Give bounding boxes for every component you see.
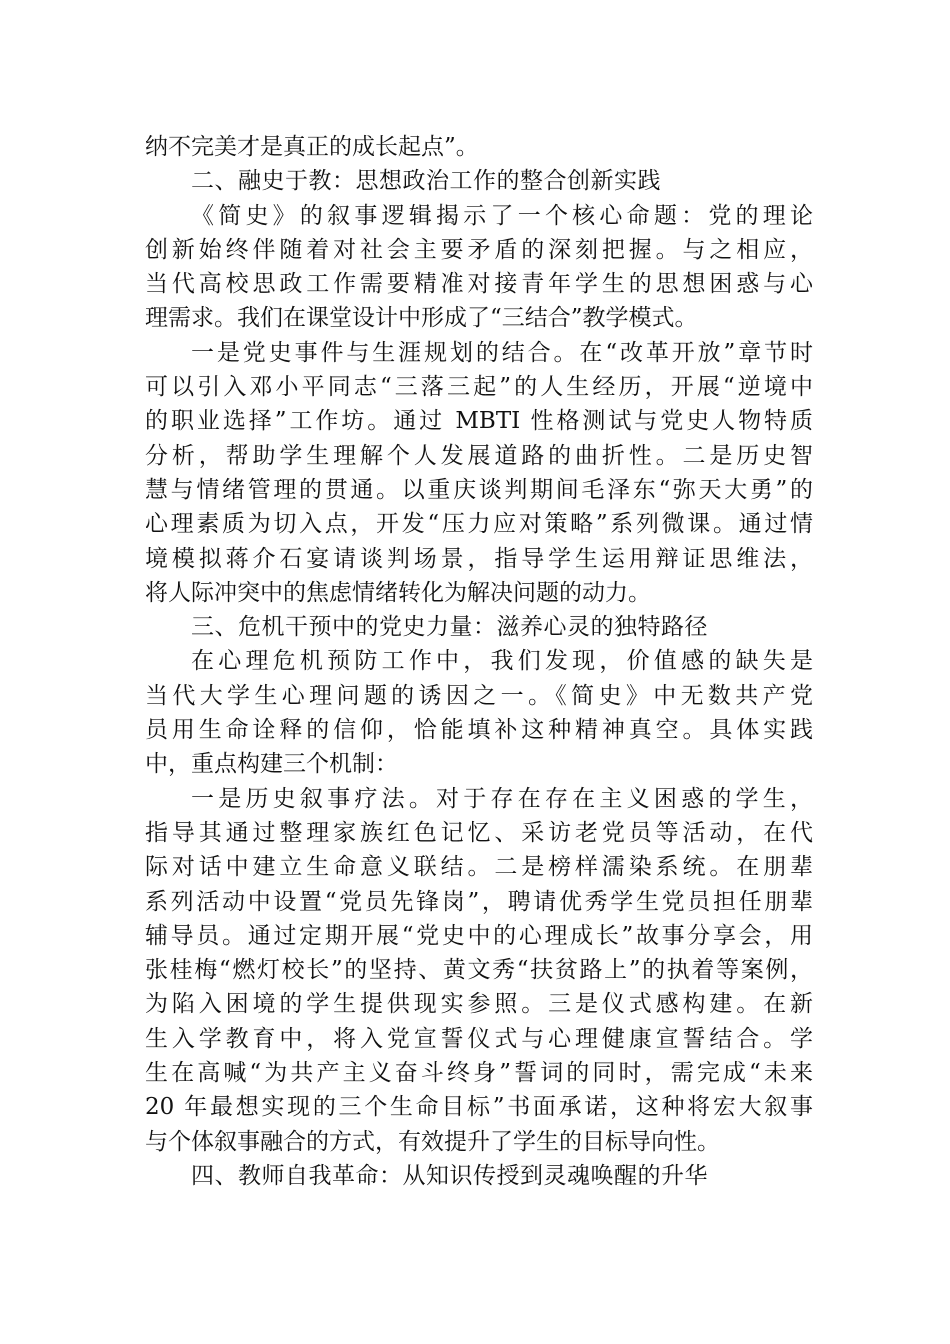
text-line: 生在高喊“为共产主义奋斗终身”誓词的同时，需完成“未来: [145, 1060, 813, 1087]
body-paragraph: [145, 782, 813, 1159]
text-line: 为陷入困境的学生提供现实参照。三是仪式感构建。在新: [145, 991, 813, 1018]
body-paragraph: [145, 644, 813, 781]
text-line: 与个体叙事融合的方式，有效提升了学生的目标导向性。: [145, 1128, 720, 1155]
text-line: 系列活动中设置“党员先锋岗”，聘请优秀学生党员担任朋辈: [145, 888, 813, 915]
text-line: 创新始终伴随着对社会主要矛盾的深刻把握。与之相应，: [145, 236, 813, 263]
text-line: 当代大学生心理问题的诱因之一。《简史》中无数共产党: [145, 682, 813, 709]
text-line: 的职业选择”工作坊。通过 MBTI 性格测试与党史人物特质: [145, 408, 813, 435]
text-line: 一是历史叙事疗法。对于存在存在主义困惑的学生，: [191, 785, 813, 812]
section-heading-2: [145, 164, 813, 198]
heading-text: 四、教师自我革命：从知识传授到灵魂唤醒的升华: [191, 1162, 708, 1189]
text-line: 指导其通过整理家族红色记忆、采访老党员等活动，在代: [145, 819, 813, 846]
text-line: 20 年最想实现的三个生命目标”书面承诺，这种将宏大叙事: [145, 1094, 813, 1121]
section-heading-4: [145, 1159, 813, 1193]
text-line: 分析，帮助学生理解个人发展道路的曲折性。二是历史智: [145, 442, 813, 469]
paragraph-continuation: [145, 130, 813, 164]
text-line: 理需求。我们在课堂设计中形成了“三结合”教学模式。: [145, 305, 698, 332]
text-line: 生入学教育中，将入党宣誓仪式与心理健康宣誓结合。学: [145, 1025, 813, 1052]
text-line: 《简史》的叙事逻辑揭示了一个核心命题：党的理论: [191, 202, 813, 229]
text-line: 一是党史事件与生涯规划的结合。在“改革开放”章节时: [191, 339, 813, 366]
section-heading-3: [145, 610, 813, 644]
text-line: 辅导员。通过定期开展“党史中的心理成长”故事分享会，用: [145, 922, 813, 949]
document-body: [145, 130, 813, 1193]
text-line: 境模拟蒋介石宴请谈判场景，指导学生运用辩证思维法，: [145, 545, 813, 572]
heading-text: 二、融史于教：思想政治工作的整合创新实践: [191, 168, 661, 195]
text-line: 纳不完美才是真正的成长起点”。: [145, 134, 479, 160]
text-line: 中，重点构建三个机制：: [145, 751, 398, 778]
text-line: 张桂梅“燃灯校长”的坚持、黄文秀“扶贫路上”的执着等案例，: [145, 957, 813, 984]
text-line: 慧与情绪管理的贯通。以重庆谈判期间毛泽东“弥天大勇”的: [145, 476, 813, 503]
text-line: 员用生命诠释的信仰，恰能填补这种精神真空。具体实践: [145, 717, 813, 744]
text-line: 心理素质为切入点，开发“压力应对策略”系列微课。通过情: [145, 511, 813, 538]
text-line: 将人际冲突中的焦虑情绪转化为解决问题的动力。: [145, 579, 651, 606]
body-paragraph: [145, 336, 813, 610]
text-line: 在心理危机预防工作中，我们发现，价值感的缺失是: [191, 648, 813, 675]
text-line: 当代高校思政工作需要精准对接青年学生的思想困惑与心: [145, 271, 813, 298]
text-line: 际对话中建立生命意义联结。二是榜样濡染系统。在朋辈: [145, 854, 813, 881]
heading-text: 三、危机干预中的党史力量：滋养心灵的独特路径: [191, 614, 708, 641]
body-paragraph: [145, 199, 813, 336]
text-line: 可以引入邓小平同志“三落三起”的人生经历，开展“逆境中: [145, 374, 813, 401]
